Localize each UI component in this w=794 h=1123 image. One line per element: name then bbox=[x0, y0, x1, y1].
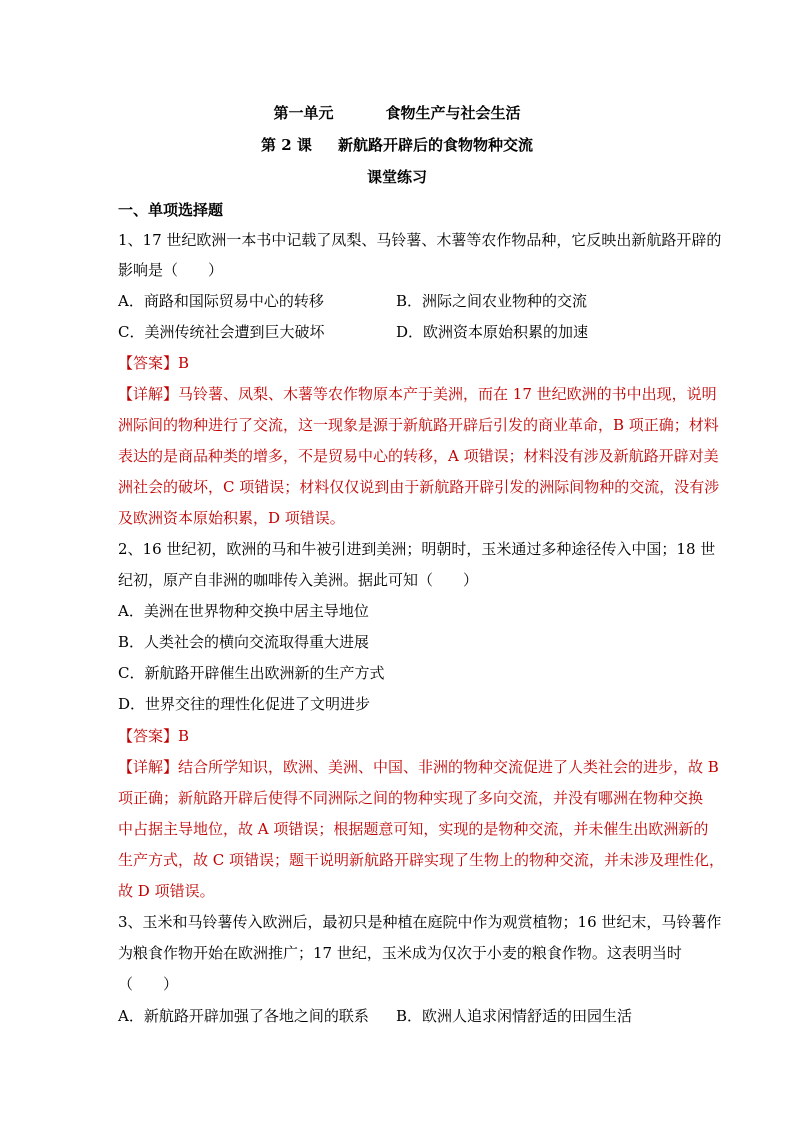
q2-explanation-line3: 中占据主导地位，故 A 项错误；根据题意可知，实现的是物种交流，并未催生出欧洲新的 bbox=[118, 820, 709, 838]
lesson-heading bbox=[0, 134, 794, 155]
unit-heading bbox=[0, 102, 794, 123]
q3-stem-line2: 为粮食作物开始在欧洲推广；17 世纪，玉米成为仅次于小麦的粮食作物。这表明当时 bbox=[118, 944, 682, 962]
section-title: 课堂练习 bbox=[366, 168, 427, 186]
unit-label: 第一单元 bbox=[273, 104, 334, 122]
q1-stem-line2: 影响是（ ） bbox=[118, 261, 224, 279]
q3-stem-line1: 3、玉米和马铃薯传入欧洲后，最初只是种植在庭院中作为观赏植物；16 世纪末，马铃薯作 bbox=[118, 913, 722, 931]
q2-stem-line1: 2、16 世纪初，欧洲的马和牛被引进到美洲；明朝时，玉米通过多种途径传入中国；18 世 bbox=[118, 540, 716, 558]
lesson-title: 新航路开辟后的食物物种交流 bbox=[337, 136, 533, 154]
q3-option-a: A．新航路开辟加强了各地之间的联系 bbox=[118, 1007, 369, 1025]
q3-stem-line3: （ ） bbox=[118, 975, 179, 993]
q2-explanation-line4: 生产方式，故 C 项错误；题干说明新航路开辟实现了生物上的物种交流，并未涉及理性化， bbox=[118, 851, 725, 869]
q2-option-b: B．人类社会的横向交流取得重大进展 bbox=[118, 633, 370, 651]
q1-explanation-line4: 洲社会的破坏，C 项错误；材料仅仅说到由于新航路开辟引发的洲际间物种的交流，没有涉 bbox=[118, 478, 720, 496]
lesson-label: 第 2 课 bbox=[261, 136, 312, 154]
q3-option-b: B．欧洲人追求闲情舒适的田园生活 bbox=[396, 1007, 633, 1025]
q2-explanation-line5: 故 D 项错误。 bbox=[118, 882, 215, 900]
q2-explanation-line2: 项正确；新航路开辟后使得不同洲际之间的物种实现了多向交流，并没有哪洲在物种交换 bbox=[118, 789, 704, 807]
q1-option-a: A．商路和国际贸易中心的转移 bbox=[118, 292, 324, 310]
q1-explanation-line5: 及欧洲资本原始积累，D 项错误。 bbox=[118, 509, 345, 527]
q2-answer: 【答案】B bbox=[118, 727, 190, 745]
q2-option-c: C．新航路开辟催生出欧洲新的生产方式 bbox=[118, 664, 385, 682]
q1-stem-line1: 1、17 世纪欧洲一本书中记载了凤梨、马铃薯、木薯等农作物品种，它反映出新航路开辟的 bbox=[118, 231, 722, 249]
q1-option-c: C．美洲传统社会遭到巨大破坏 bbox=[118, 323, 325, 341]
unit-title: 食物生产与社会生活 bbox=[385, 104, 521, 122]
q1-explanation-line2: 洲际间的物种进行了交流，这一现象是源于新航路开辟后引发的商业革命，B 项正确；材料 bbox=[118, 416, 719, 434]
part-heading: 一、单项选择题 bbox=[118, 201, 224, 219]
q2-stem-line2: 纪初，原产自非洲的咖啡传入美洲。据此可知（ ） bbox=[118, 571, 479, 589]
q2-explanation-line1: 【详解】结合所学知识，欧洲、美洲、中国、非洲的物种交流促进了人类社会的进步，故 B bbox=[118, 758, 719, 776]
q1-option-b: B．洲际之间农业物种的交流 bbox=[396, 292, 588, 310]
q1-explanation-line1: 【详解】马铃薯、凤梨、木薯等农作物原本产于美洲，而在 17 世纪欧洲的书中出现，说明 bbox=[118, 385, 717, 403]
q1-explanation-line3: 表达的是商品种类的增多，不是贸易中心的转移，A 项错误；材料没有涉及新航路开辟对美 bbox=[118, 447, 719, 465]
q2-option-a: A．美洲在世界物种交换中居主导地位 bbox=[118, 602, 369, 620]
q1-answer: 【答案】B bbox=[118, 354, 190, 372]
q1-option-d: D．欧洲资本原始积累的加速 bbox=[396, 323, 589, 341]
q2-option-d: D．世界交往的理性化促进了文明进步 bbox=[118, 695, 371, 713]
